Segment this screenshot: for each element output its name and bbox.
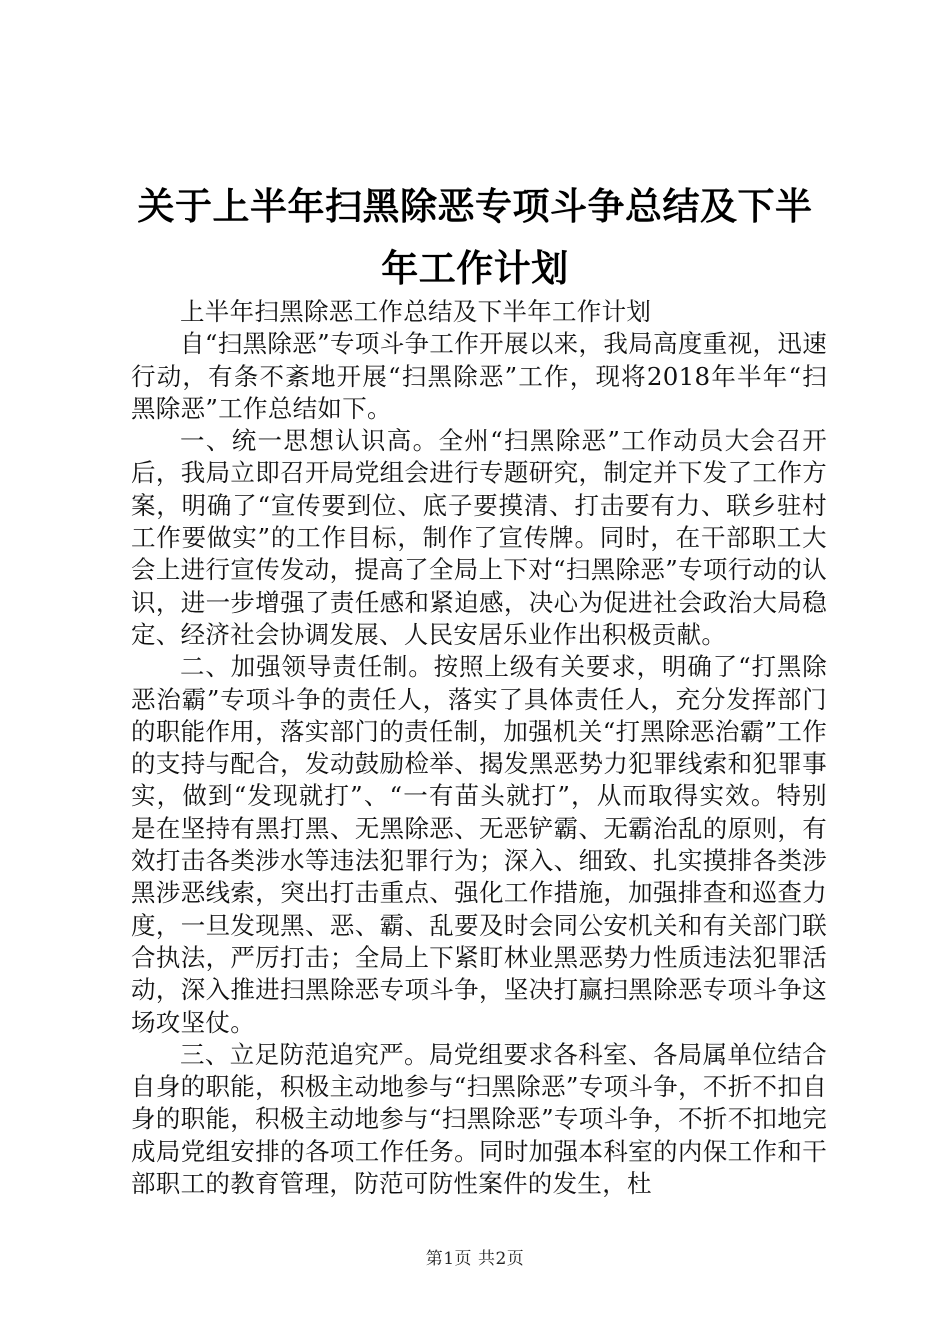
section-three-paragraph: 三、立足防范追究严。局党组要求各科室、各局属单位结合自身的职能，积极主动地参与“扫黑除恶”专项斗争，不折不扣自身的职能，积极主动地参与“扫黑除恶”专项斗争，不折不扣地完成局党组安排的各项工作任务。同时加强本科室的内保工作和干部职工的教育管理，防范可防性案件的发生，杜 [131, 1039, 827, 1199]
subtitle-paragraph: 上半年扫黑除恶工作总结及下半年工作计划 [180, 297, 652, 326]
document-title: 关于上半年扫黑除恶专项斗争总结及下半年工作计划 [137, 185, 813, 290]
intro-paragraph: 自“扫黑除恶”专项斗争工作开展以来，我局高度重视，迅速行动，有条不紊地开展“扫黑除恶”工作，现将2018年半年“扫黑除恶”工作总结如下。 [131, 329, 827, 423]
document-body [131, 296, 827, 1200]
page-number-footer: 第1页 共2页 [425, 1249, 525, 1269]
section-one-paragraph: 一、统一思想认识高。全州“扫黑除恶”工作动员大会召开后，我局立即召开局党组会进行专题研究，制定并下发了工作方案，明确了“宣传要到位、底子要摸清、打击要有力、联乡驻村工作要做实”的工作目标，制作了宣传牌。同时，在干部职工大会上进行宣传发动，提高了全局上下对“扫黑除恶”专项行动的认识，进一步增强了责任感和紧迫感，决心为促进社会政治大局稳定、经济社会协调发展、人民安居乐业作出积极贡献。 [131, 426, 827, 649]
section-two-paragraph: 二、加强领导责任制。按照上级有关要求，明确了“打黑除恶治霸”专项斗争的责任人，落实了具体责任人，充分发挥部门的职能作用，落实部门的责任制，加强机关“打黑除恶治霸”工作的支持与配合，发动鼓励检举、揭发黑恶势力犯罪线索和犯罪事实，做到“发现就打”、“一有苗头就打”，从而取得实效。特别是在坚持有黑打黑、无黑除恶、无恶铲霸、无霸治乱的原则，有效打击各类涉水等违法犯罪行为；深入、细致、扎实摸排各类涉黑涉恶线索，突出打击重点、强化工作措施，加强排查和巡查力度，一旦发现黑、恶、霸、乱要及时会同公安机关和有关部门联合执法，严厉打击；全局上下紧盯林业黑恶势力性质违法犯罪活动，深入推进扫黑除恶专项斗争，坚决打赢扫黑除恶专项斗争这场攻坚仗。 [131, 652, 827, 1037]
